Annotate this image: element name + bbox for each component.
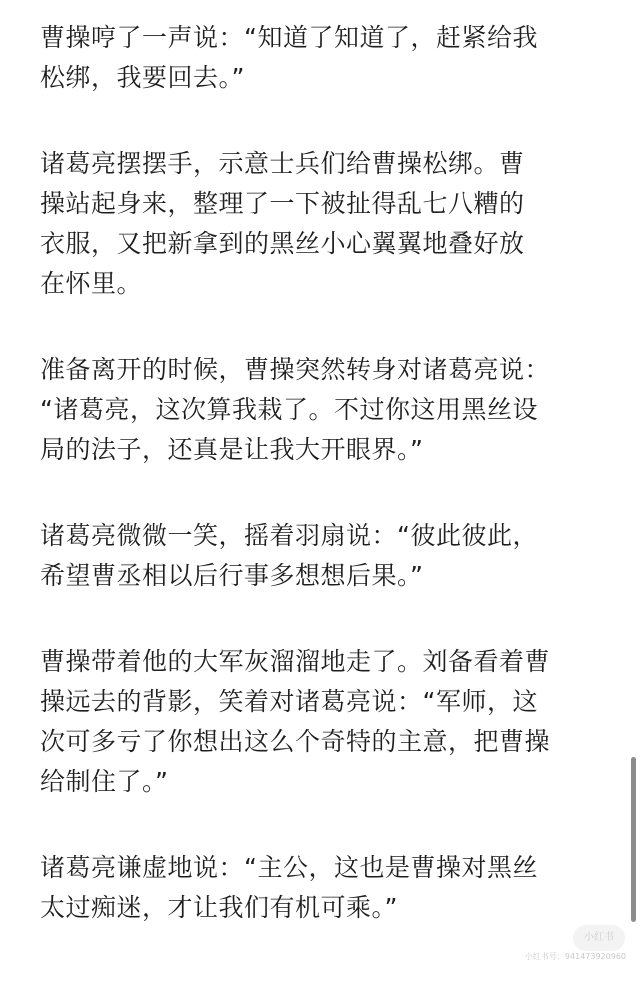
paragraph-line: 给制住了。” <box>40 767 169 796</box>
paragraph-2 <box>40 144 600 304</box>
paragraph-line: “诸葛亮，这次算我栽了。不过你这用黑丝设 <box>40 395 538 424</box>
paragraph-line: 次可多亏了你想出这么个奇特的主意，把曹操 <box>40 727 551 756</box>
paragraph-line: 太过痴迷，才让我们有机可乘。” <box>40 893 398 922</box>
paragraph-line: 在怀里。 <box>40 269 143 298</box>
paragraph-line: 诸葛亮谦虚地说：“主公，这也是曹操对黑丝 <box>40 853 538 882</box>
paragraph-line: 操站起身来，整理了一下被扯得乱七八糟的 <box>40 189 525 218</box>
article-body <box>40 18 600 974</box>
paragraph-line: 操远去的背影，笑着对诸葛亮说：“军师，这 <box>40 687 538 716</box>
paragraph-line: 诸葛亮摆摆手，示意士兵们给曹操松绑。曹 <box>40 149 525 178</box>
paragraph-line: 曹操带着他的大军灰溜溜地走了。刘备看着曹 <box>40 647 551 676</box>
paragraph-line: 衣服，又把新拿到的黑丝小心翼翼地叠好放 <box>40 229 525 258</box>
paragraph-line: 局的法子，还真是让我大开眼界。” <box>40 435 424 464</box>
paragraph-6 <box>40 848 600 928</box>
paragraph-line: 曹操哼了一声说：“知道了知道了，赶紧给我 <box>40 23 538 52</box>
scrollbar-thumb[interactable] <box>631 757 636 922</box>
paragraph-1 <box>40 18 600 98</box>
watermark-logo: 小红书 <box>573 925 625 951</box>
watermark-id: 小红书号：941473920960 <box>524 952 626 961</box>
paragraph-4 <box>40 516 600 596</box>
paragraph-3 <box>40 350 600 470</box>
paragraph-line: 诸葛亮微微一笑，摇着羽扇说：“彼此彼此， <box>40 521 538 550</box>
paragraph-line: 松绑，我要回去。” <box>40 63 245 92</box>
paragraph-line: 准备离开的时候，曹操突然转身对诸葛亮说： <box>40 355 551 384</box>
paragraph-5 <box>40 642 600 802</box>
paragraph-line: 希望曹丞相以后行事多想想后果。” <box>40 561 424 590</box>
